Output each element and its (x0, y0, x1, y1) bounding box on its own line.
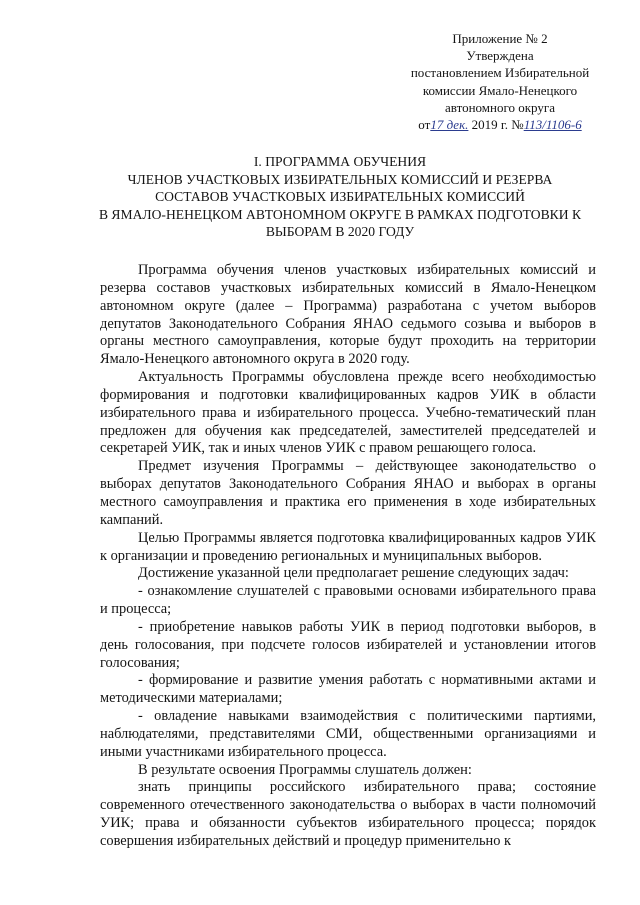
document-title (90, 153, 590, 241)
document-body (100, 262, 596, 851)
paragraph: Актуальность Программы обусловлена прежде всего необходимостью формирования и подготовки квалифицированных кадров УИК в области избирательного права и избирательного процесса. Учебно-тематический план предложен для обучения как председателей, заместителей председателей и секретарей УИК, так и иных членов УИК с правом решающего голоса. (100, 369, 596, 457)
paragraph: В результате освоения Программы слушатель должен: (138, 761, 472, 778)
task-list-item: - формирование и развитие умения работать с нормативными актами и методическими материалами; (100, 672, 596, 707)
paragraph: знать принципы российского избирательного права; состояние современного отечественного законодательства о выборах в части полномочий УИК; права и обязанности субъектов избирательного процесса; порядок совершения избирательных действий и процедур применительно к (100, 779, 596, 849)
paragraph: Целью Программы является подготовка квалифицированных кадров УИК к организации и проведению региональных и муниципальных выборов. (100, 529, 596, 564)
title-line-2: ЧЛЕНОВ УЧАСТКОВЫХ ИЗБИРАТЕЛЬНЫХ КОМИССИЙ И РЕЗЕРВА (127, 171, 553, 187)
approval-line-1: постановлением Избирательной (410, 65, 590, 81)
approval-line-2: комиссии Ямало-Ненецкого (422, 82, 578, 98)
appendix-approval-block (382, 30, 618, 133)
appendix-number: Приложение № 2 (452, 31, 548, 46)
approved-label: Утверждена (466, 48, 534, 64)
title-line-4: В ЯМАЛО-НЕНЕЦКОМ АВТОНОМНОМ ОКРУГЕ В РАМКАХ ПОДГОТОВКИ К (98, 206, 582, 222)
date-prefix: от (418, 117, 431, 133)
task-list-item: - ознакомление слушателей с правовыми основами избирательного права и процесса; (100, 583, 596, 618)
paragraph: Предмет изучения Программы – действующее законодательство о выборах депутатов Законодательного Собрания ЯНАО и выборах в органы местного самоуправления и практика его применения в ходе избирательных кампаний. (100, 458, 596, 528)
approval-line-3: автономного округа (445, 99, 555, 115)
title-line-5: ВЫБОРАМ В 2020 ГОДУ (265, 224, 415, 240)
title-line-1: I. ПРОГРАММА ОБУЧЕНИЯ (253, 154, 427, 169)
task-list-item: - приобретение навыков работы УИК в период подготовки выборов, в день голосования, при подсчете голосов избирателей и установлении итогов голосования; (100, 618, 596, 671)
handwritten-number: 113/1106-6 (523, 117, 582, 133)
paragraph: Достижение указанной цели предполагает решение следующих задач: (138, 565, 569, 582)
title-line-3: СОСТАВОВ УЧАСТКОВЫХ ИЗБИРАТЕЛЬНЫХ КОМИССИЙ (155, 189, 525, 205)
paragraph: Программа обучения членов участковых избирательных комиссий и резерва составов участковых избирательных комиссий в Ямало-Ненецком автономном округе (далее – Программа) разработана с учетом выборов депутатов Законодательного Собрания ЯНАО седьмого созыва и выборов в органы местного самоуправления, которые будут проходить на территории Ямало-Ненецкого автономного округа в 2020 году. (100, 262, 596, 368)
task-list-item: - овладение навыками взаимодействия с политическими партиями, наблюдателями, представителями СМИ, общественными организациями и иными участниками избирательного процесса. (100, 708, 596, 760)
date-year: 2019 г. № (471, 117, 524, 133)
handwritten-date: 17 дек. (430, 117, 469, 133)
approval-date-line (382, 116, 618, 133)
